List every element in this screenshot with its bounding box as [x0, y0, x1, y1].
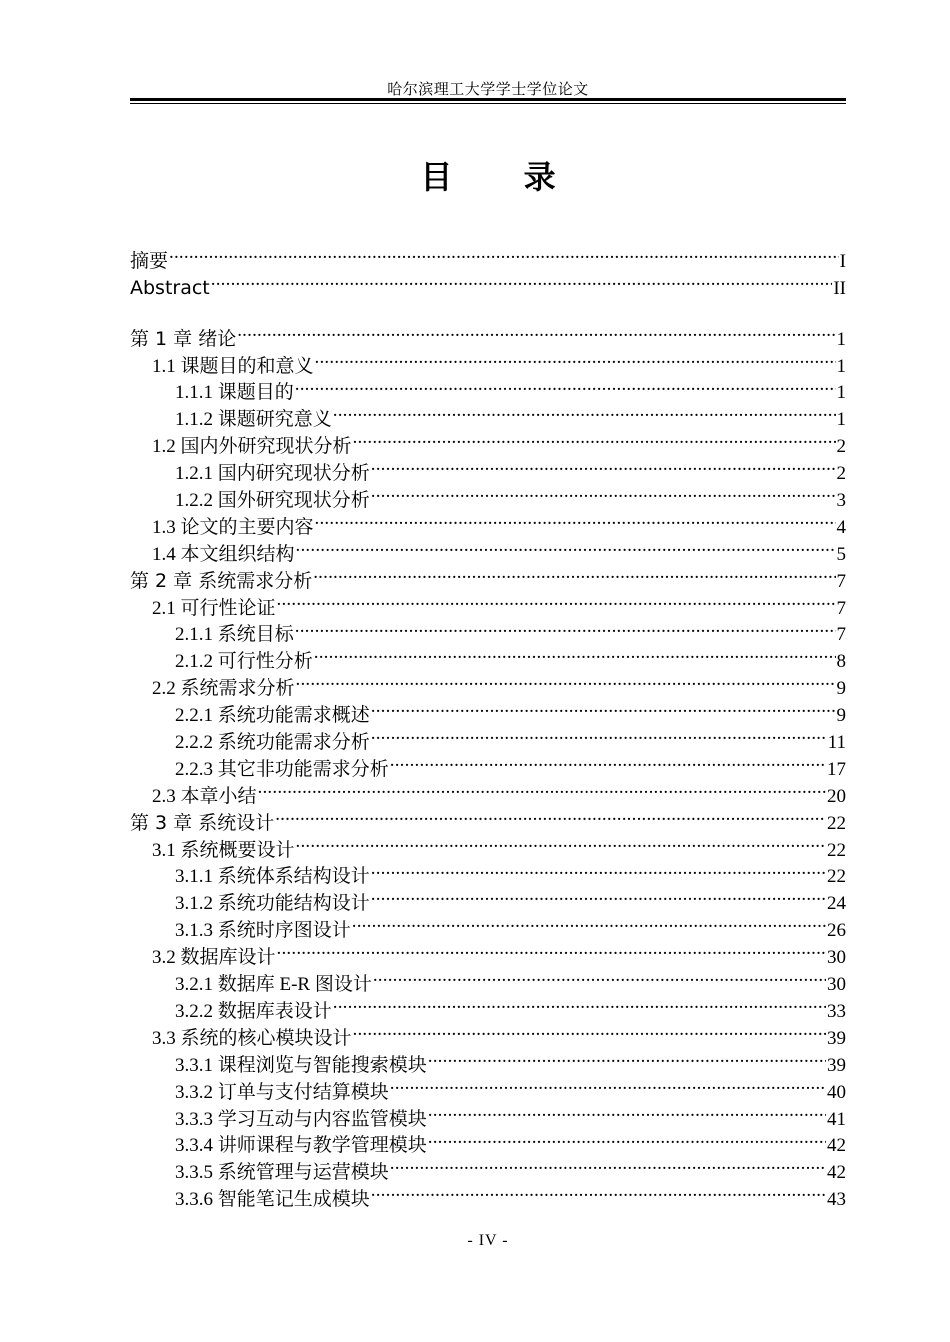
toc-entry-label: 2.3 本章小结 — [152, 785, 257, 807]
toc-dot-leader — [371, 882, 826, 909]
toc-dot-leader — [371, 856, 826, 883]
header-rule-thick — [130, 98, 846, 101]
toc-entry-page-number: 2 — [836, 463, 846, 485]
toc-entry-page-number: 30 — [827, 947, 846, 969]
toc-dot-leader — [353, 1017, 826, 1044]
toc-dot-leader — [295, 372, 836, 399]
toc-entry-page-number: 1 — [836, 355, 846, 377]
toc-entry-label: 3.1.2 系统功能结构设计 — [175, 893, 370, 915]
toc-dot-leader — [314, 640, 836, 667]
toc-entry-page-number: 17 — [827, 758, 846, 780]
toc-entry-page-number: 22 — [827, 866, 846, 888]
toc-dot-leader — [277, 936, 826, 963]
toc-entry-label: 3.3.1 课程浏览与智能搜索模块 — [175, 1054, 427, 1076]
toc-dot-leader — [237, 318, 835, 345]
toc-entry-label: 2.1.2 可行性分析 — [175, 651, 313, 673]
toc-entry-page-number: 41 — [827, 1108, 846, 1130]
toc-entry-page-number: 4 — [836, 516, 846, 538]
toc-entry-page-number: 26 — [827, 920, 846, 942]
toc-entry-label: 第 1 章 绪论 — [130, 327, 237, 350]
toc-entry-label: 3.3 系统的核心模块设计 — [152, 1027, 352, 1049]
running-header: 哈尔滨理工大学学士学位论文 — [387, 82, 589, 98]
toc-entry-label: 1.2.1 国内研究现状分析 — [175, 463, 370, 485]
toc-entry-page-number: 9 — [836, 678, 846, 700]
toc-entry-label: 3.1.3 系统时序图设计 — [175, 920, 351, 942]
toc-entry-page-number: 39 — [827, 1054, 846, 1076]
toc-entry-label: 3.2.1 数据库 E-R 图设计 — [175, 974, 372, 996]
toc-entry-page-number: 24 — [827, 893, 846, 915]
toc-entry-page-number: 2 — [836, 436, 846, 458]
toc-dot-leader — [296, 667, 836, 694]
toc-title: 目 录 — [420, 158, 586, 196]
page-number-footer: - IV - — [467, 1232, 509, 1249]
toc-dot-leader — [353, 425, 836, 452]
toc-entry-page-number: 7 — [836, 597, 846, 619]
toc-entry-page-number: 9 — [836, 705, 846, 727]
toc-dot-leader — [333, 990, 826, 1017]
toc-entry-page-number: 7 — [836, 624, 846, 646]
table-of-contents — [130, 240, 846, 1211]
toc-dot-leader — [211, 267, 833, 294]
toc-entry-page-number: 22 — [827, 839, 846, 861]
toc-entry-label: 3.2 数据库设计 — [152, 947, 276, 969]
toc-entry-label: 3.1 系统概要设计 — [152, 839, 295, 861]
toc-dot-leader — [315, 506, 836, 533]
toc-entry-label: 3.3.2 订单与支付结算模块 — [175, 1081, 389, 1103]
toc-entry-label: 3.1.1 系统体系结构设计 — [175, 866, 370, 888]
toc-entry-label: 1.2.2 国外研究现状分析 — [175, 490, 370, 512]
toc-entry-page-number: 30 — [827, 974, 846, 996]
toc-dot-leader — [258, 775, 826, 802]
toc-entry-page-number: 40 — [827, 1081, 846, 1103]
toc-entry-page-number: 22 — [827, 812, 846, 834]
toc-dot-leader — [296, 829, 826, 856]
toc-entry-label: 第 2 章 系统需求分析 — [130, 569, 313, 592]
toc-dot-leader — [371, 694, 836, 721]
toc-dot-leader — [428, 1044, 826, 1071]
toc-entry-page-number: II — [833, 277, 846, 299]
toc-entry-label: Abstract — [130, 276, 210, 299]
toc-dot-leader — [371, 479, 836, 506]
toc-dot-leader — [295, 614, 836, 641]
toc-entry-label: 2.2.1 系统功能需求概述 — [175, 705, 370, 727]
toc-dot-leader — [390, 1151, 826, 1178]
toc-entry-label: 1.1.2 课题研究意义 — [175, 409, 332, 431]
toc-dot-leader — [352, 909, 826, 936]
toc-entry-label: 1.4 本文组织结构 — [152, 543, 295, 565]
toc-entry-label: 2.2.2 系统功能需求分析 — [175, 732, 370, 754]
toc-dot-leader — [277, 587, 836, 614]
toc-entry-label: 2.2.3 其它非功能需求分析 — [175, 758, 389, 780]
toc-entry-label: 第 3 章 系统设计 — [130, 811, 275, 834]
toc-dot-leader — [371, 721, 827, 748]
toc-entry-label: 3.3.3 学习互动与内容监管模块 — [175, 1108, 427, 1130]
toc-entry[interactable] — [130, 267, 846, 299]
toc-dot-leader — [371, 1178, 826, 1205]
toc-entry-page-number: 7 — [836, 570, 846, 592]
toc-dot-leader — [275, 802, 826, 829]
toc-entry-page-number: 11 — [827, 732, 846, 754]
toc-entry-page-number: 42 — [827, 1135, 846, 1157]
toc-entry[interactable] — [130, 240, 846, 272]
toc-dot-leader — [296, 533, 836, 560]
toc-entry-page-number: 20 — [827, 785, 846, 807]
toc-entry-label: 3.3.5 系统管理与运营模块 — [175, 1162, 389, 1184]
toc-dot-leader — [428, 1125, 826, 1152]
toc-entry-label: 3.3.4 讲师课程与教学管理模块 — [175, 1135, 427, 1157]
toc-entry-label: 2.2 系统需求分析 — [152, 678, 295, 700]
toc-entry-page-number: 5 — [836, 543, 846, 565]
toc-entry-label: 1.3 论文的主要内容 — [152, 516, 314, 538]
toc-entry[interactable] — [130, 318, 846, 350]
toc-entry-label: 2.1.1 系统目标 — [175, 624, 294, 646]
toc-entry-label: 3.2.2 数据库表设计 — [175, 1000, 332, 1022]
toc-dot-leader — [390, 748, 826, 775]
header-rule-thin — [130, 103, 846, 104]
toc-dot-leader — [169, 240, 839, 267]
toc-entry-page-number: 3 — [836, 490, 846, 512]
toc-dot-leader — [313, 560, 835, 587]
toc-entry-label: 1.1.1 课题目的 — [175, 382, 294, 404]
toc-entry-page-number: 39 — [827, 1027, 846, 1049]
toc-entry-page-number: 8 — [836, 651, 846, 673]
toc-entry-page-number: 33 — [827, 1000, 846, 1022]
toc-entry-label: 1.1 课题目的和意义 — [152, 355, 314, 377]
toc-entry-page-number: 1 — [836, 328, 846, 350]
toc-entry-label: 3.3.6 智能笔记生成模块 — [175, 1189, 370, 1211]
toc-entry-label: 2.1 可行性论证 — [152, 597, 276, 619]
toc-entry-page-number: 1 — [836, 409, 846, 431]
toc-entry-page-number: I — [839, 250, 846, 272]
toc-entry-label: 1.2 国内外研究现状分析 — [152, 436, 352, 458]
toc-entry-label: 摘要 — [130, 249, 169, 272]
toc-entry-page-number: 1 — [836, 382, 846, 404]
toc-dot-leader — [373, 963, 826, 990]
toc-entry-page-number: 43 — [827, 1189, 846, 1211]
toc-entry[interactable] — [130, 345, 846, 377]
toc-dot-leader — [428, 1098, 826, 1125]
toc-dot-leader — [315, 345, 836, 372]
toc-dot-leader — [371, 452, 836, 479]
toc-entry-page-number: 42 — [827, 1162, 846, 1184]
toc-dot-leader — [390, 1071, 826, 1098]
toc-dot-leader — [333, 398, 836, 425]
